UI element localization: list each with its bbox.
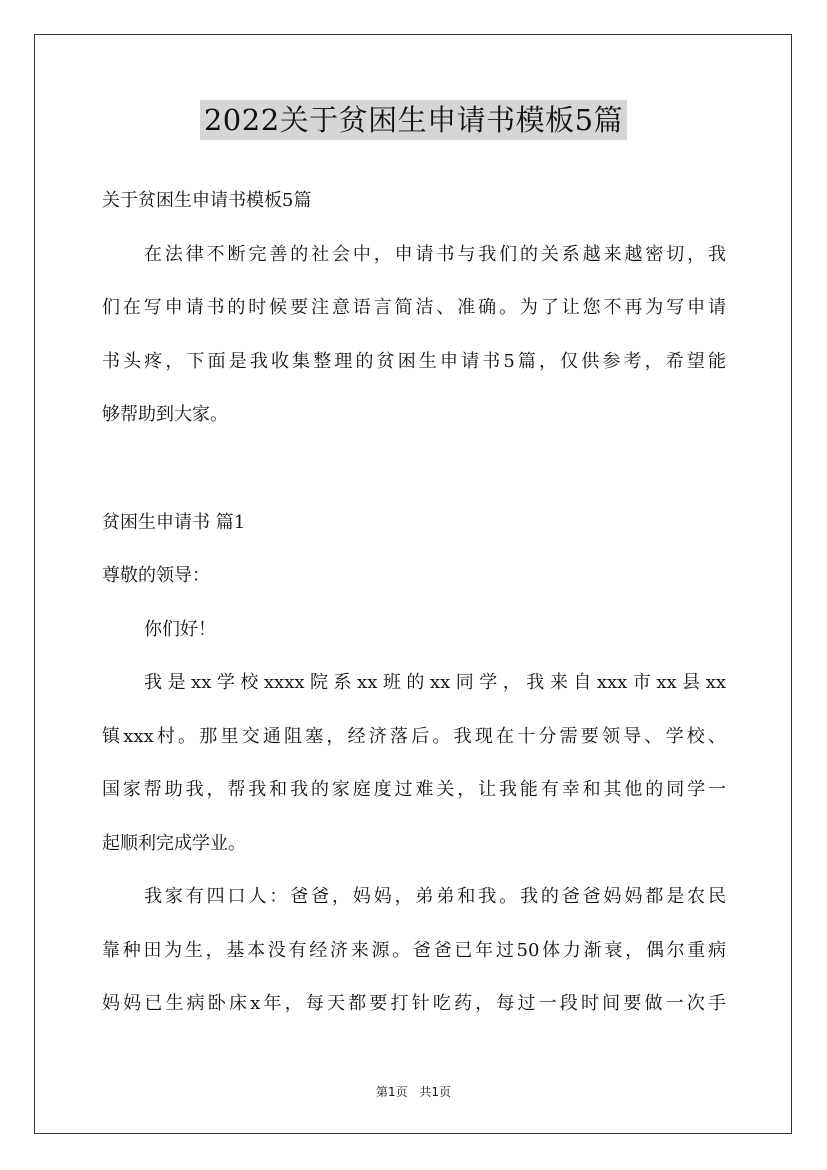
document-subtitle: 关于贫困生申请书模板5篇 bbox=[102, 190, 312, 211]
title-container bbox=[0, 100, 827, 140]
body-paragraph-2 bbox=[102, 870, 726, 1031]
page-number: 第1页 bbox=[375, 1085, 408, 1099]
paragraph-line: 镇xxx村。那里交通阻塞，经济落后。我现在十分需要领导、学校、 bbox=[102, 725, 726, 747]
paragraph-line: 我是xx学校xxxx院系xx班的xx同学，我来自xxx市xx县xx bbox=[144, 672, 726, 693]
paragraph-line: 国家帮助我，帮我和我的家庭度过难关，让我能有幸和其他的同学一 bbox=[102, 779, 726, 800]
section-heading: 贫困生申请书 篇1 bbox=[102, 511, 246, 533]
page-total: 共1页 bbox=[419, 1085, 452, 1099]
paragraph-line: 起顺利完成学业。 bbox=[102, 832, 246, 854]
intro-line: 在法律不断完善的社会中，申请书与我们的关系越来越密切，我 bbox=[144, 243, 726, 265]
body-paragraph-1 bbox=[102, 656, 726, 870]
intro-paragraph bbox=[102, 228, 726, 442]
spacer bbox=[102, 442, 726, 496]
paragraph-line: 我家有四口人：爸爸，妈妈，弟弟和我。我的爸爸妈妈都是农民 bbox=[144, 886, 726, 907]
document-body bbox=[102, 174, 726, 1031]
paragraph-line: 妈妈已生病卧床x年，每天都要打针吃药，每过一段时间要做一次手 bbox=[102, 993, 726, 1014]
intro-line: 们在写申请书的时候要注意语言简洁、准确。为了让您不再为写申请 bbox=[102, 297, 726, 318]
paragraph-line: 靠种田为生，基本没有经济来源。爸爸已年过50体力渐衰，偶尔重病 bbox=[102, 939, 726, 961]
page-footer bbox=[0, 1083, 827, 1100]
intro-line: 够帮助到大家。 bbox=[102, 404, 228, 425]
salutation: 尊敬的领导： bbox=[102, 565, 210, 586]
document-title: 2022关于贫困生申请书模板5篇 bbox=[200, 100, 627, 140]
greeting: 你们好！ bbox=[144, 618, 216, 640]
intro-line: 书头疼，下面是我收集整理的贫困生申请书5篇，仅供参考，希望能 bbox=[102, 350, 726, 372]
